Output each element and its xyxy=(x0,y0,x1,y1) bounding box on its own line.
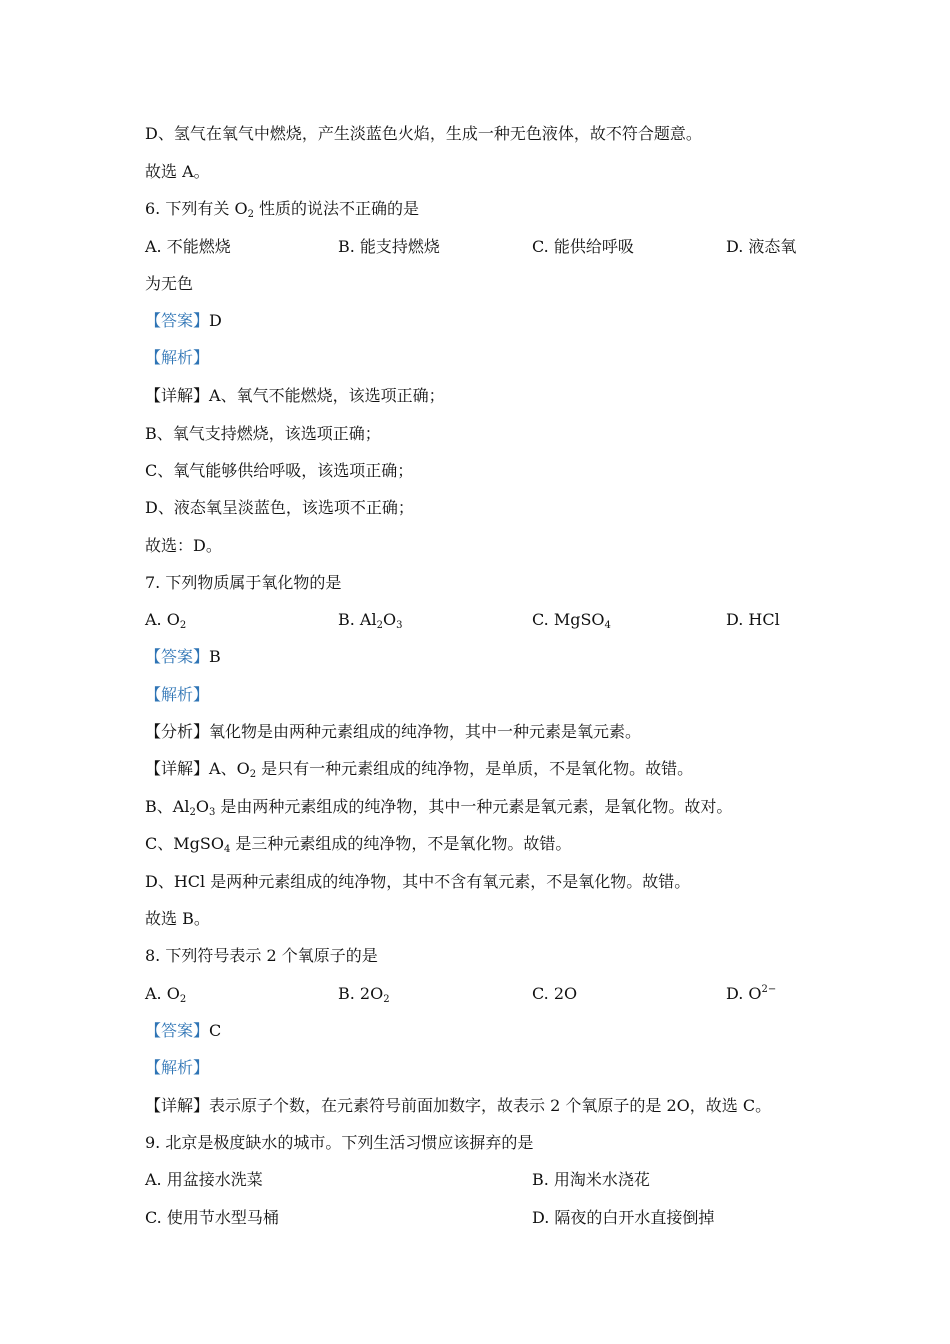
option-a: A. 用盆接水洗菜 xyxy=(145,1170,263,1189)
option-b: B. 能支持燃烧 xyxy=(338,237,440,256)
detail-line: B、$Al_2O_3$ 是由两种元素组成的纯净物，其中一种元素是氧元素，是氧化物。故对。 xyxy=(145,797,733,818)
question-9-stem: 9. 北京是极度缺水的城市。下列生活习惯应该摒弃的是 xyxy=(145,1133,534,1152)
option-d: D. 隔夜的白开水直接倒掉 xyxy=(532,1208,715,1227)
analysis-tag: 【解析】 xyxy=(145,1058,210,1077)
detail-tag: 【详解】 xyxy=(145,759,210,778)
detail-tag: 【详解】 xyxy=(145,386,210,405)
answer-line xyxy=(145,311,222,331)
option-a: A. $O_2$ xyxy=(145,610,187,631)
paragraph: 故选 A。 xyxy=(145,162,210,181)
option-d: D. 液态氧 xyxy=(726,237,797,256)
option-c: C. 使用节水型马桶 xyxy=(145,1208,279,1227)
paragraph: D、氢气在氧气中燃烧，产生淡蓝色火焰，生成一种无色液体，故不符合题意。 xyxy=(145,124,702,143)
option-b: B. $Al_2O_3$ xyxy=(338,610,403,631)
detail-line: 【详解】A、$O_2$ 是只有一种元素组成的纯净物，是单质，不是氧化物。故错。 xyxy=(145,759,694,780)
option-a: A. 不能燃烧 xyxy=(145,237,231,256)
detail-line: D、HCl 是两种元素组成的纯净物，其中不含有氧元素，不是氧化物。故错。 xyxy=(145,872,691,891)
detail-line: C、氧气能够供给呼吸，该选项正确； xyxy=(145,461,414,480)
analysis-tag: 【解析】 xyxy=(145,685,210,704)
analysis-tag: 【解析】 xyxy=(145,348,210,367)
answer-value: B xyxy=(209,647,221,666)
answer-tag: 【答案】 xyxy=(145,311,210,330)
answer-value: D xyxy=(209,311,222,330)
detail-line: D、液态氧呈淡蓝色，该选项不正确； xyxy=(145,498,414,517)
detail-line: 【详解】表示原子个数，在元素符号前面加数字，故表示 2 个氧原子的是 2O，故选 C。 xyxy=(145,1096,772,1115)
option-d: D. $O^{2-}$ xyxy=(726,984,777,1003)
option-b: B. 用淘米水浇花 xyxy=(532,1170,650,1189)
answer-tag: 【答案】 xyxy=(145,647,210,666)
answer-tag: 【答案】 xyxy=(145,1021,210,1040)
fenxi-tag: 【分析】 xyxy=(145,722,210,741)
option-b: B. $2O_2$ xyxy=(338,984,390,1005)
detail-tag: 【详解】 xyxy=(145,1096,210,1115)
option-d-continued: 为无色 xyxy=(145,274,194,293)
answer-value: C xyxy=(209,1021,222,1040)
fenxi-line: 【分析】氧化物是由两种元素组成的纯净物，其中一种元素是氧元素。 xyxy=(145,722,642,741)
conclusion: 故选：D。 xyxy=(145,536,222,555)
option-c: C. 2O xyxy=(532,984,578,1003)
answer-line xyxy=(145,647,221,667)
option-d: D. HCl xyxy=(726,610,780,629)
detail-line: C、MgSO$_4$ 是三种元素组成的纯净物，不是氧化物。故错。 xyxy=(145,834,572,855)
conclusion: 故选 B。 xyxy=(145,909,210,928)
option-a: A. $O_2$ xyxy=(145,984,187,1005)
question-8-stem: 8. 下列符号表示 2 个氧原子的是 xyxy=(145,946,378,965)
answer-line xyxy=(145,1021,221,1041)
option-c: C. 能供给呼吸 xyxy=(532,237,634,256)
option-c: C. MgSO$_4$ xyxy=(532,610,611,631)
question-7-stem: 7. 下列物质属于氧化物的是 xyxy=(145,573,342,592)
detail-line: B、氧气支持燃烧，该选项正确； xyxy=(145,424,381,443)
question-6-stem: 6. 下列有关 $O_2$ 性质的说法不正确的是 xyxy=(145,199,420,220)
detail-line: 【详解】A、氧气不能燃烧，该选项正确； xyxy=(145,386,445,405)
